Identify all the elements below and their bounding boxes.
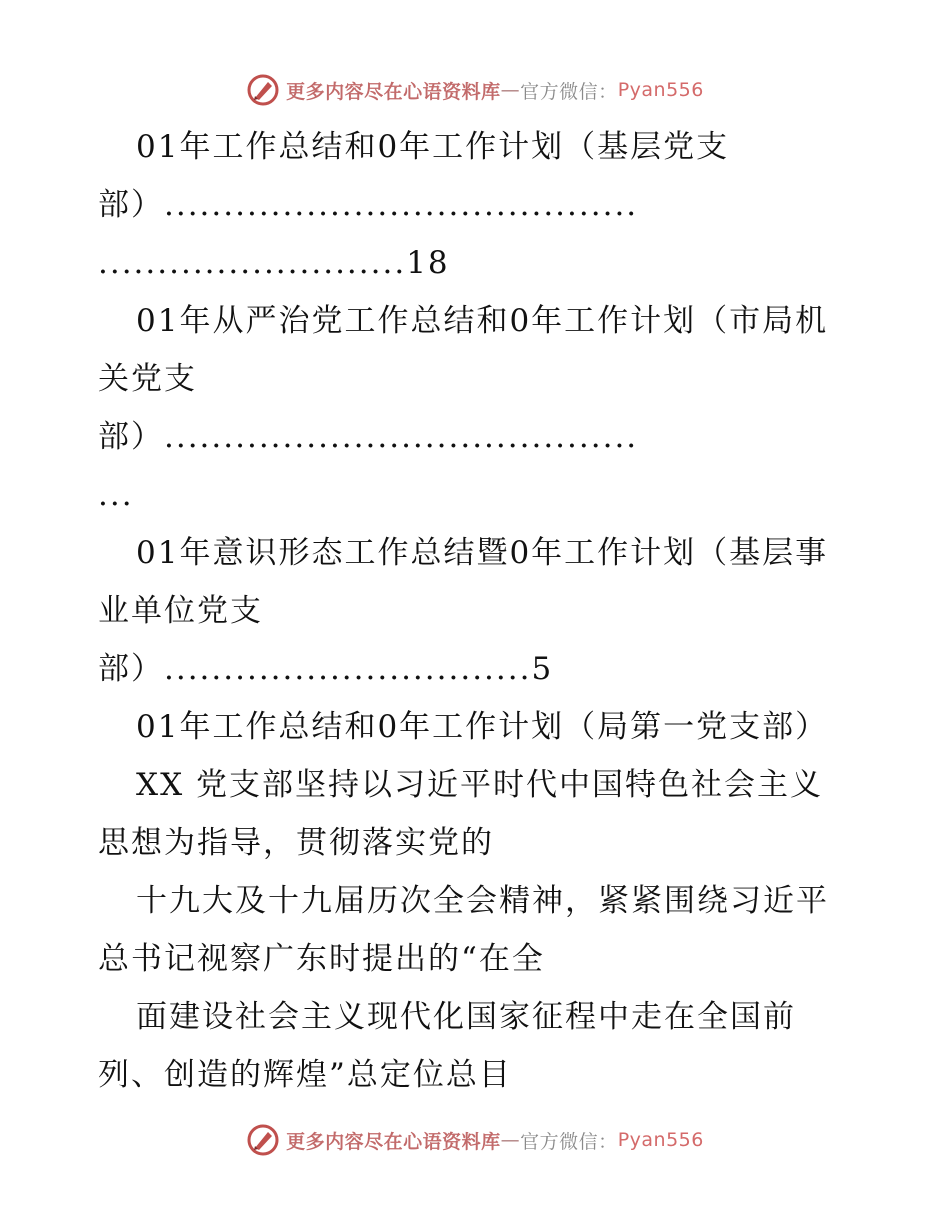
watermark-wechat-id: Pyan556 xyxy=(617,1129,704,1151)
toc-entry-2-title-wrap: 关党支 xyxy=(98,361,197,397)
body-paragraph-line-2: 思想为指导，贯彻落实党的 xyxy=(98,825,494,861)
watermark-main-text: 更多内容尽在心语资料库 xyxy=(286,1130,501,1153)
watermark-official-label: 官方微信： xyxy=(520,80,618,103)
toc-entry-1-title: 01年工作总结和0年工作计划（基层党支 xyxy=(136,129,730,165)
body-paragraph-line-1: XX 党支部坚持以习近平时代中国特色社会主义 xyxy=(136,767,823,803)
watermark-wechat-id: Pyan556 xyxy=(617,79,704,101)
watermark-dash: — xyxy=(500,1129,521,1151)
pen-logo-icon xyxy=(246,1123,280,1157)
body-paragraph-line-6: 列、创造的辉煌”总定位总目 xyxy=(98,1057,512,1093)
toc-entry-3-title: 01年意识形态工作总结暨0年工作计划（基层事 xyxy=(136,535,829,571)
watermark-dash: — xyxy=(500,79,521,101)
toc-entry-2-dots: ... xyxy=(98,477,134,513)
watermark-footer xyxy=(0,1120,950,1160)
watermark-header xyxy=(0,70,950,110)
body-paragraph-line-5: 面建设社会主义现代化国家征程中走在全国前 xyxy=(136,999,796,1035)
toc-entry-2-continuation: 部）........................................ xyxy=(98,419,639,455)
toc-entry-3-title-wrap: 业单位党支 xyxy=(98,593,263,629)
watermark-official-label: 官方微信： xyxy=(520,1130,618,1153)
toc-entry-1-page: ..........................18 xyxy=(98,245,450,281)
toc-entry-1-continuation: 部）........................................ xyxy=(98,187,639,223)
document-body xyxy=(98,118,858,1104)
toc-entry-3-page: 部）...............................5 xyxy=(98,651,554,687)
section-heading: 01年工作总结和0年工作计划（局第一党支部） xyxy=(136,709,829,745)
toc-entry-2-title: 01年从严治党工作总结和0年工作计划（市局机 xyxy=(136,303,829,339)
watermark-main-text: 更多内容尽在心语资料库 xyxy=(286,80,501,103)
pen-logo-icon xyxy=(246,73,280,107)
body-paragraph-line-4: 总书记视察广东时提出的“在全 xyxy=(98,941,545,977)
body-paragraph-line-3: 十九大及十九届历次全会精神，紧紧围绕习近平 xyxy=(136,883,829,919)
